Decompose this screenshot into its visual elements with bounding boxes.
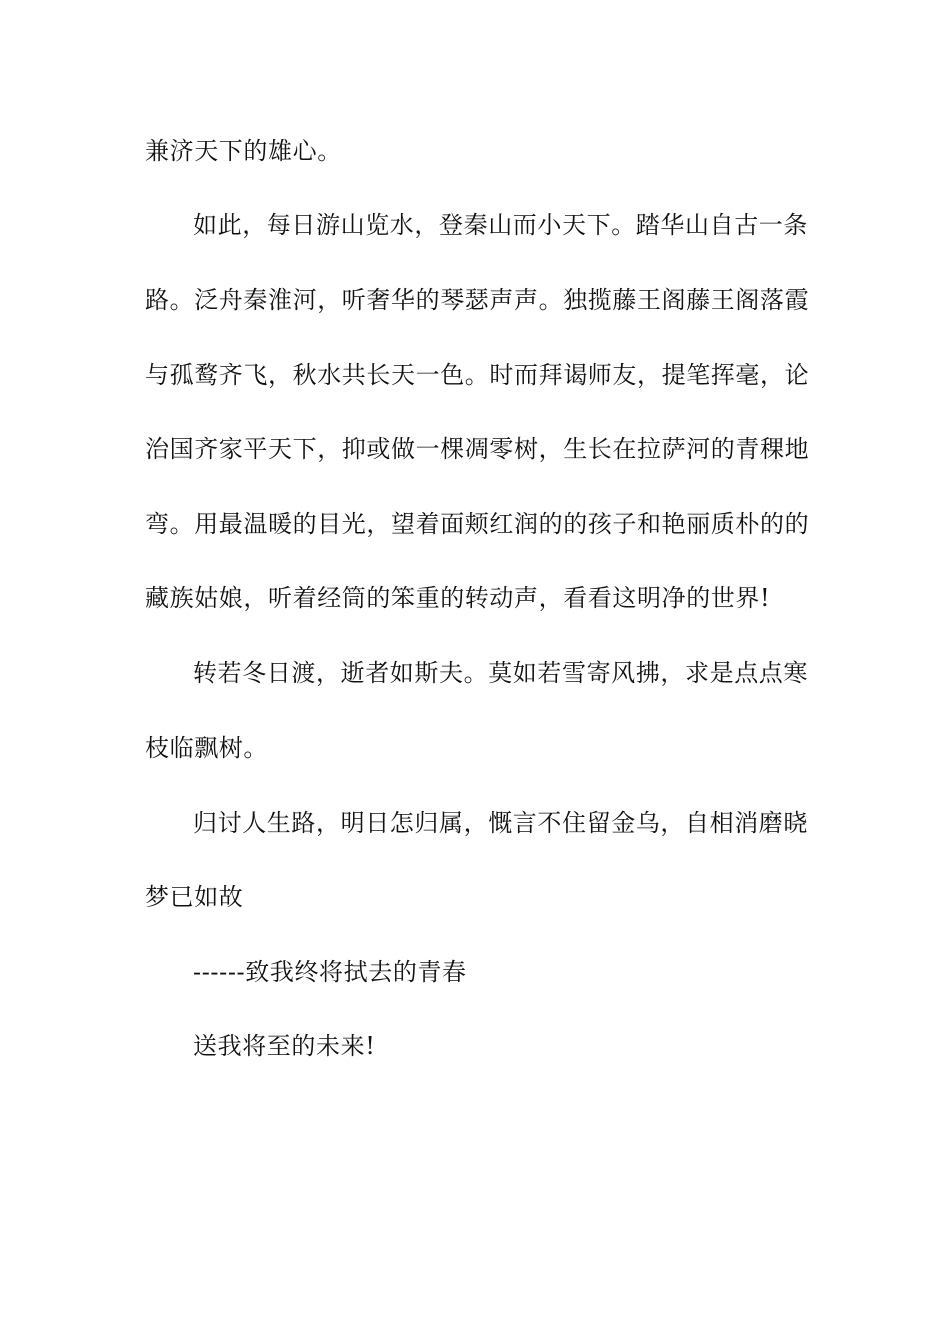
text-line-13: 送我将至的未来!: [193, 1032, 376, 1060]
text-line-9: 枝临飘树。: [145, 734, 268, 762]
text-line-4: 与孤鹜齐飞，秋水共长天一色。时而拜谒师友，提笔挥毫，论: [145, 361, 810, 389]
text-line-5: 治国齐家平天下，抑或做一棵凋零树，生长在拉萨河的青稞地: [145, 435, 810, 463]
text-line-2: 如此，每日游山览水，登秦山而小天下。踏华山自古一条: [193, 211, 808, 239]
text-line-10: 归讨人生路，明日怎归属，慨言不住留金乌，自相消磨晓: [193, 809, 808, 837]
text-line-3: 路。泛舟秦淮河，听奢华的琴瑟声声。独揽藤王阁藤王阁落霞: [145, 286, 810, 314]
text-line-11: 梦已如故: [145, 883, 244, 911]
text-line-12: ------致我终将拭去的青春: [193, 958, 467, 986]
text-line-1: 兼济天下的雄心。: [145, 137, 342, 165]
text-line-7: 藏族姑娘，听着经筒的笨重的转动声，看看这明净的世界!: [145, 584, 771, 612]
text-line-8: 转若冬日渡，逝者如斯夫。莫如若雪寄风拂，求是点点寒: [193, 659, 808, 687]
text-line-6: 弯。用最温暖的目光，望着面颊红润的的孩子和艳丽质朴的的: [145, 510, 810, 538]
